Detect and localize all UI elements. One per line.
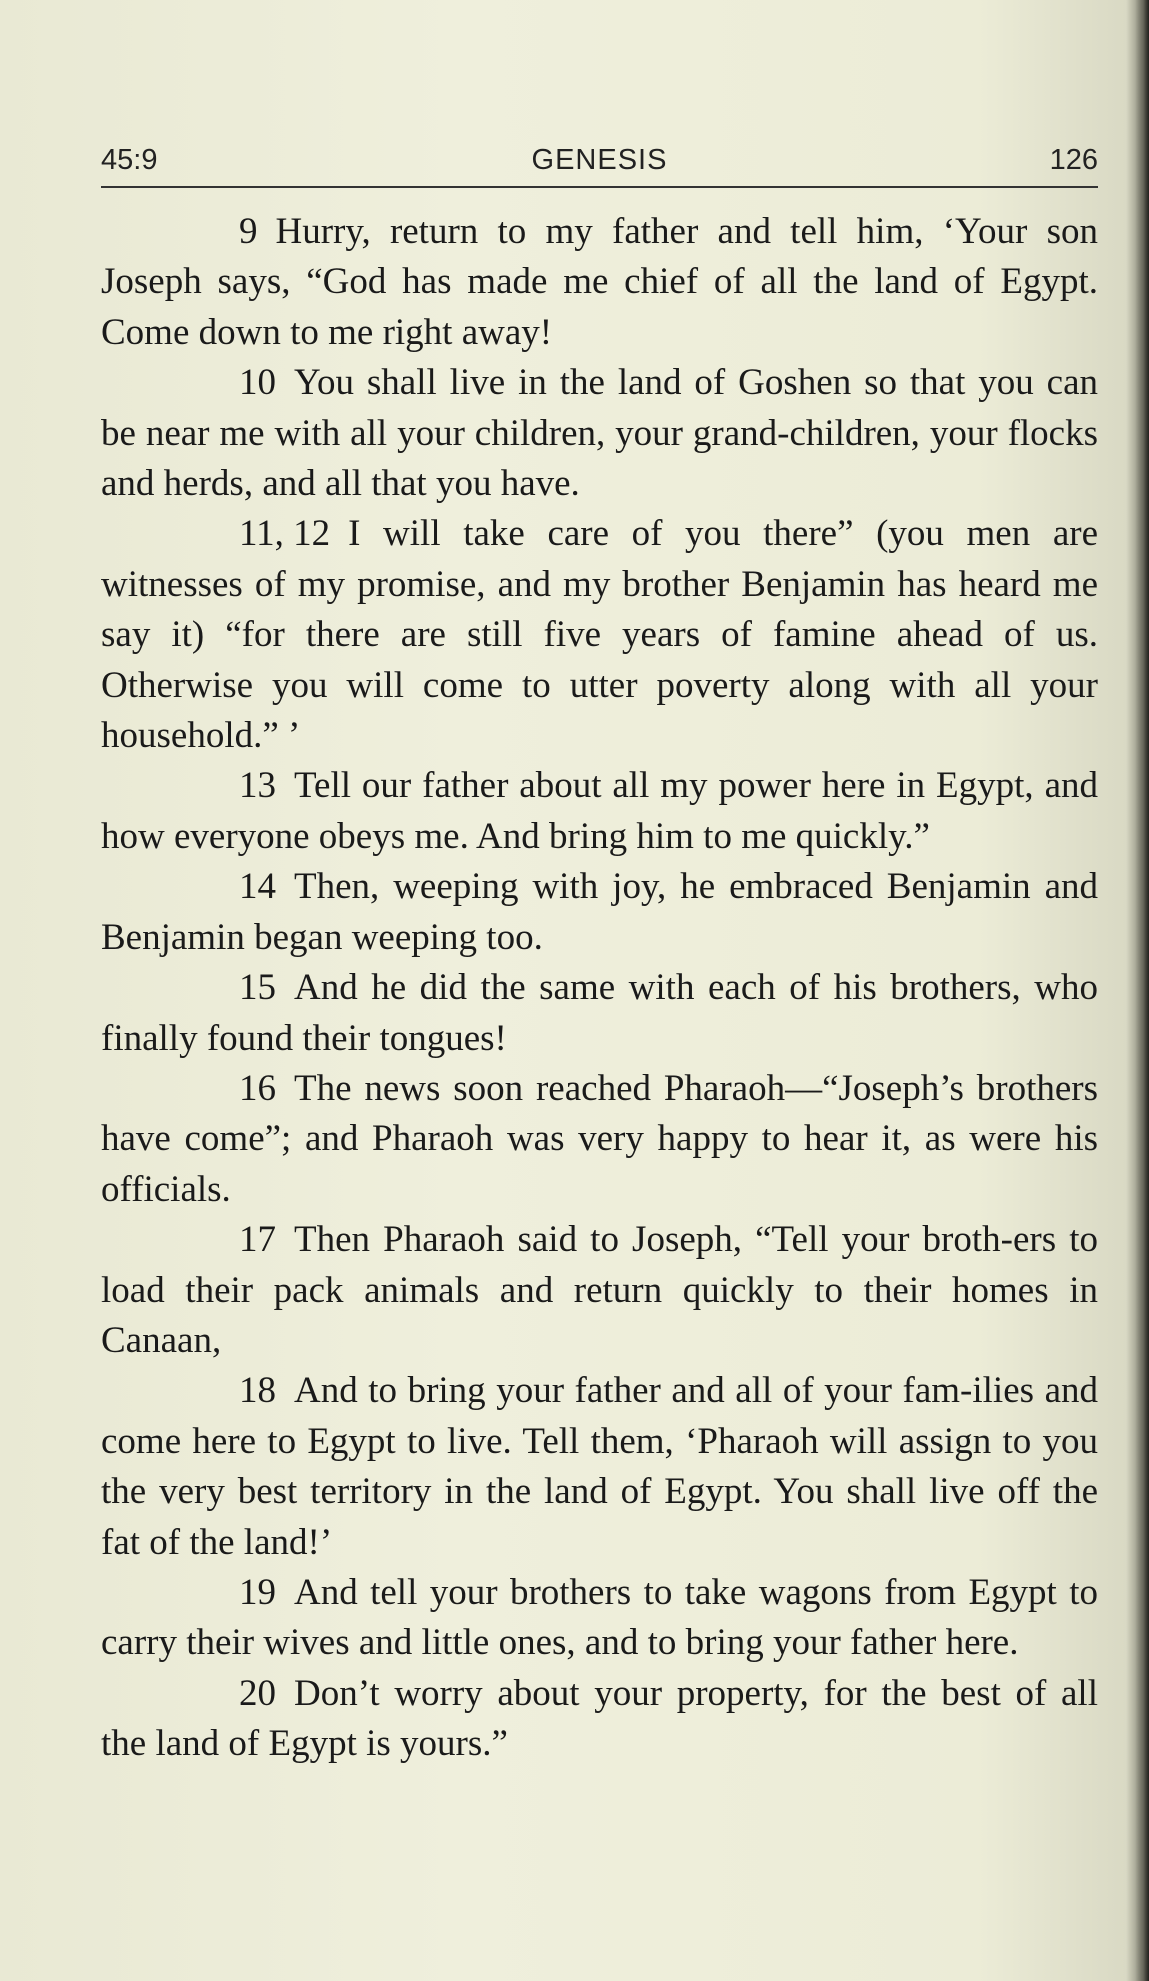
verse-text: Hurry, return to my father and tell him, ‘Your son Joseph says, “God has made me chief of all the land of Egypt. Come down to me right away! bbox=[101, 211, 1098, 353]
verse-number: 10 bbox=[239, 362, 276, 404]
chapter-verse-reference: 45:9 bbox=[101, 144, 158, 176]
page-number: 126 bbox=[1049, 144, 1098, 176]
verse-number: 20 bbox=[239, 1672, 276, 1714]
verse-14 bbox=[101, 862, 1098, 963]
verse-18 bbox=[101, 1366, 1098, 1568]
verse-text: Then Pharaoh said to Joseph, “Tell your broth-ers to load their pack animals and return quickly to their homes in Canaan, bbox=[101, 1219, 1098, 1361]
verse-number: 14 bbox=[239, 866, 276, 908]
verse-text: I will take care of you there” (you men are witnesses of my promise, and my brother Benjamin has heard me say it) “for there are still five years of famine ahead of us. Otherwise you will come to utter poverty along with all your household.” ’ bbox=[101, 513, 1098, 757]
verse-number: 18 bbox=[239, 1370, 276, 1412]
verse-number: 13 bbox=[239, 765, 276, 807]
verse-number: 15 bbox=[239, 967, 276, 1009]
scripture-text bbox=[101, 207, 1098, 1770]
verse-text: You shall live in the land of Goshen so that you can be near me with all your children, your grand-children, your flocks and herds, and all that you have. bbox=[101, 362, 1098, 505]
verse-number: 17 bbox=[239, 1219, 276, 1261]
running-header bbox=[101, 144, 1098, 184]
verse-10 bbox=[101, 358, 1098, 509]
verse-text: And to bring your father and all of your fam-ilies and come here to Egypt to live. Tell them, ‘Pharaoh will assign to you the very best territory in the land of Egypt. You shall live off the fat of the land!’ bbox=[101, 1370, 1098, 1563]
verse-text: Then, weeping with joy, he embraced Benjamin and Benjamin began weeping too. bbox=[101, 866, 1098, 958]
verse-text: Don’t worry about your property, for the best of all the land of Egypt is yours.” bbox=[101, 1672, 1098, 1765]
verse-20 bbox=[101, 1669, 1098, 1770]
verse-text: And he did the same with each of his brothers, who finally found their tongues! bbox=[101, 967, 1098, 1059]
header-rule bbox=[101, 186, 1098, 188]
verse-17 bbox=[101, 1215, 1098, 1366]
verse-number: 19 bbox=[239, 1571, 276, 1613]
verse-text: Tell our father about all my power here in Egypt, and how everyone obeys me. And bring him to me quickly.” bbox=[101, 765, 1098, 857]
verse-text: And tell your brothers to take wagons from Egypt to carry their wives and little ones, and to bring your father here. bbox=[101, 1571, 1098, 1664]
verse-number: 16 bbox=[239, 1067, 276, 1109]
verse-15 bbox=[101, 963, 1098, 1064]
verse-number: 11, 12 bbox=[239, 513, 331, 555]
verse-13 bbox=[101, 761, 1098, 862]
verse-19 bbox=[101, 1568, 1098, 1669]
verse-16 bbox=[101, 1064, 1098, 1215]
book-title: GENESIS bbox=[531, 144, 668, 176]
verse-11-12 bbox=[101, 509, 1098, 761]
verse-9 bbox=[101, 207, 1098, 358]
verse-number: 9 bbox=[239, 211, 258, 252]
page-edge-shadow bbox=[1135, 0, 1149, 1981]
verse-text: The news soon reached Pharaoh—“Joseph’s brothers have come”; and Pharaoh was very happy to hear it, as were his officials. bbox=[101, 1067, 1098, 1210]
